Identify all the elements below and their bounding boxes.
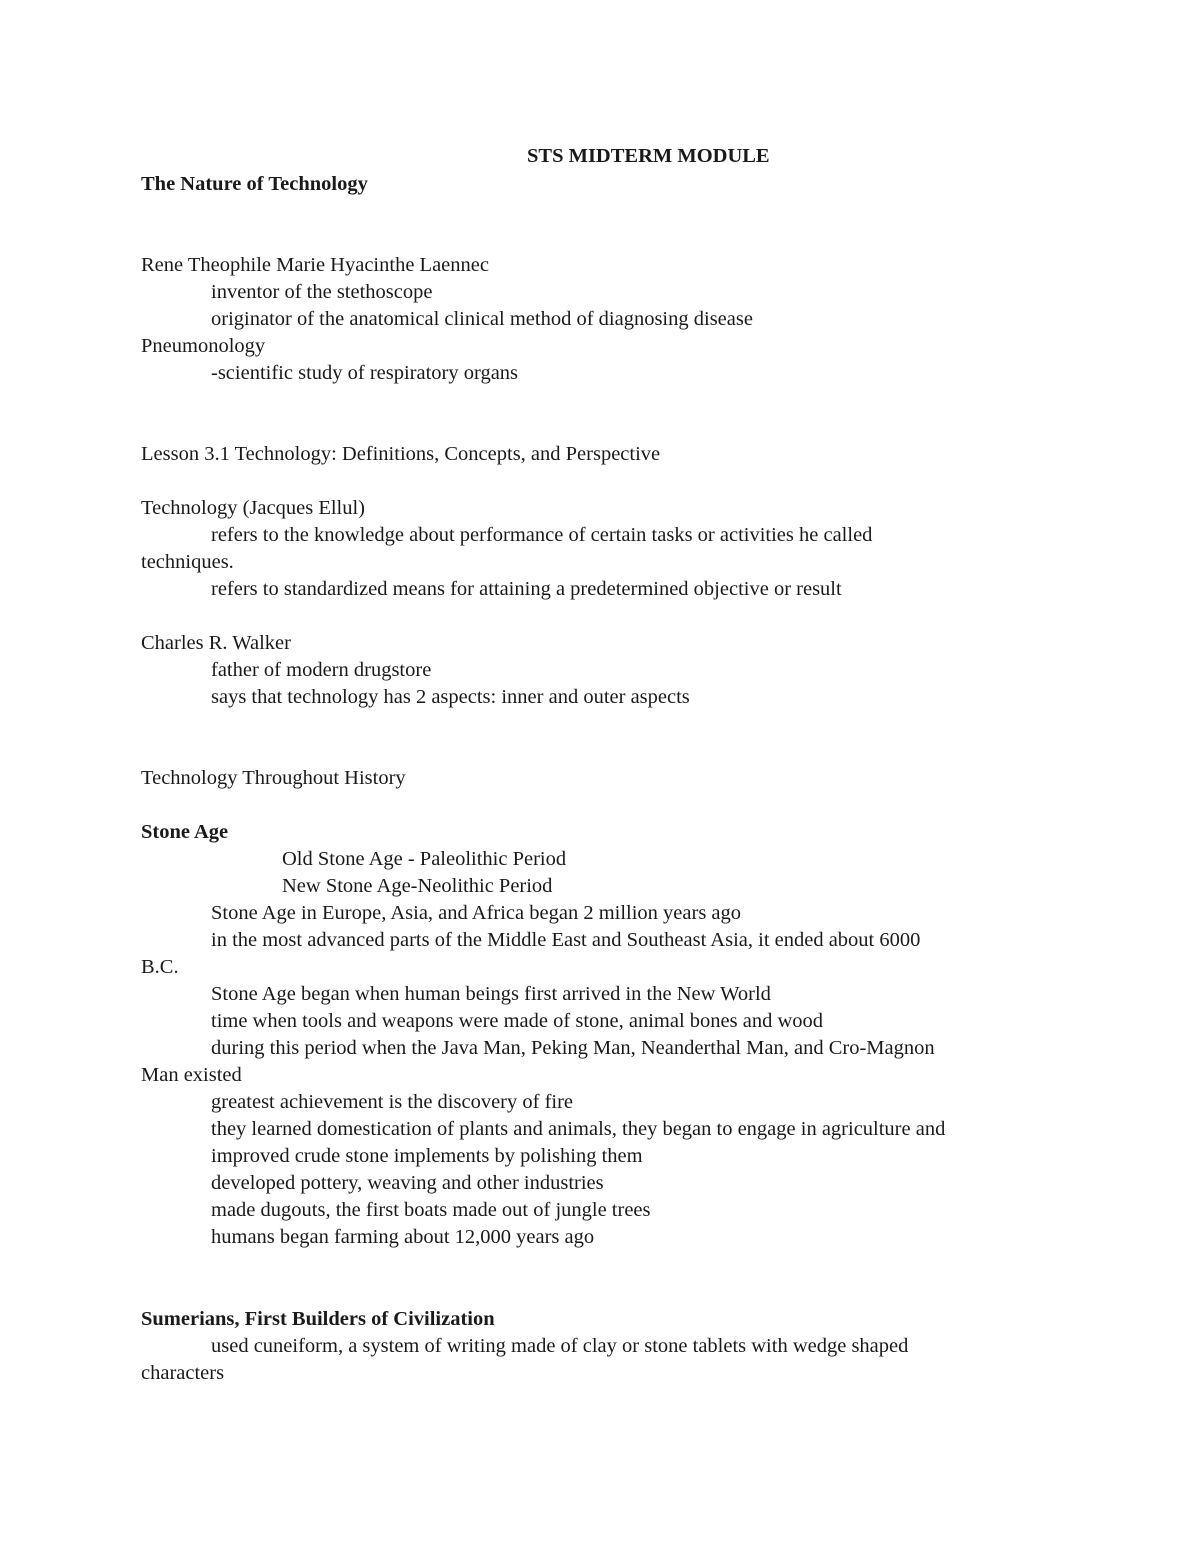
section-heading: The Nature of Technology [141, 173, 368, 195]
walker-name: Charles R. Walker [141, 632, 291, 654]
sumerians-line-continuation: characters [141, 1362, 225, 1384]
stone-age-line: developed pottery, weaving and other industries [211, 1172, 604, 1194]
ellul-item-continuation: techniques. [141, 551, 234, 573]
stone-age-period: Old Stone Age - Paleolithic Period [282, 848, 567, 870]
sumerians-line: used cuneiform, a system of writing made of clay or stone tablets with wedge shaped [211, 1335, 909, 1357]
stone-age-line: made dugouts, the first boats made out of jungle trees [211, 1199, 651, 1221]
sumerians-heading: Sumerians, First Builders of Civilization [141, 1308, 495, 1330]
ellul-term: Technology (Jacques Ellul) [141, 497, 365, 519]
walker-item: says that technology has 2 aspects: inner and outer aspects [211, 686, 690, 708]
laennec-item: originator of the anatomical clinical method of diagnosing disease [211, 308, 753, 330]
stone-age-line: Stone Age began when human beings first arrived in the New World [211, 983, 771, 1005]
stone-age-line: they learned domestication of plants and animals, they began to engage in agriculture and [211, 1118, 946, 1140]
laennec-name: Rene Theophile Marie Hyacinthe Laennec [141, 254, 489, 276]
stone-age-line: during this period when the Java Man, Peking Man, Neanderthal Man, and Cro-Magnon [211, 1037, 935, 1059]
walker-item: father of modern drugstore [211, 659, 432, 681]
pneumonology-term: Pneumonology [141, 335, 266, 357]
stone-age-line: humans began farming about 12,000 years ago [211, 1226, 595, 1248]
laennec-item: inventor of the stethoscope [211, 281, 433, 303]
stone-age-line: improved crude stone implements by polishing them [211, 1145, 643, 1167]
ellul-item: refers to the knowledge about performance of certain tasks or activities he called [211, 524, 873, 546]
document-title: STS MIDTERM MODULE [527, 145, 770, 167]
stone-age-line-continuation: B.C. [141, 956, 179, 978]
lesson-heading: Lesson 3.1 Technology: Definitions, Concepts, and Perspective [141, 443, 661, 465]
stone-age-line: greatest achievement is the discovery of fire [211, 1091, 574, 1113]
stone-age-heading: Stone Age [141, 821, 229, 843]
pneumonology-definition: -scientific study of respiratory organs [211, 362, 519, 384]
stone-age-line: Stone Age in Europe, Asia, and Africa began 2 million years ago [211, 902, 742, 924]
stone-age-line: time when tools and weapons were made of stone, animal bones and wood [211, 1010, 823, 1032]
stone-age-line-continuation: Man existed [141, 1064, 242, 1086]
stone-age-period: New Stone Age-Neolithic Period [282, 875, 553, 897]
history-heading: Technology Throughout History [141, 767, 406, 789]
ellul-item: refers to standardized means for attaining a predetermined objective or result [211, 578, 842, 600]
stone-age-line: in the most advanced parts of the Middle East and Southeast Asia, it ended about 6000 [211, 929, 921, 951]
